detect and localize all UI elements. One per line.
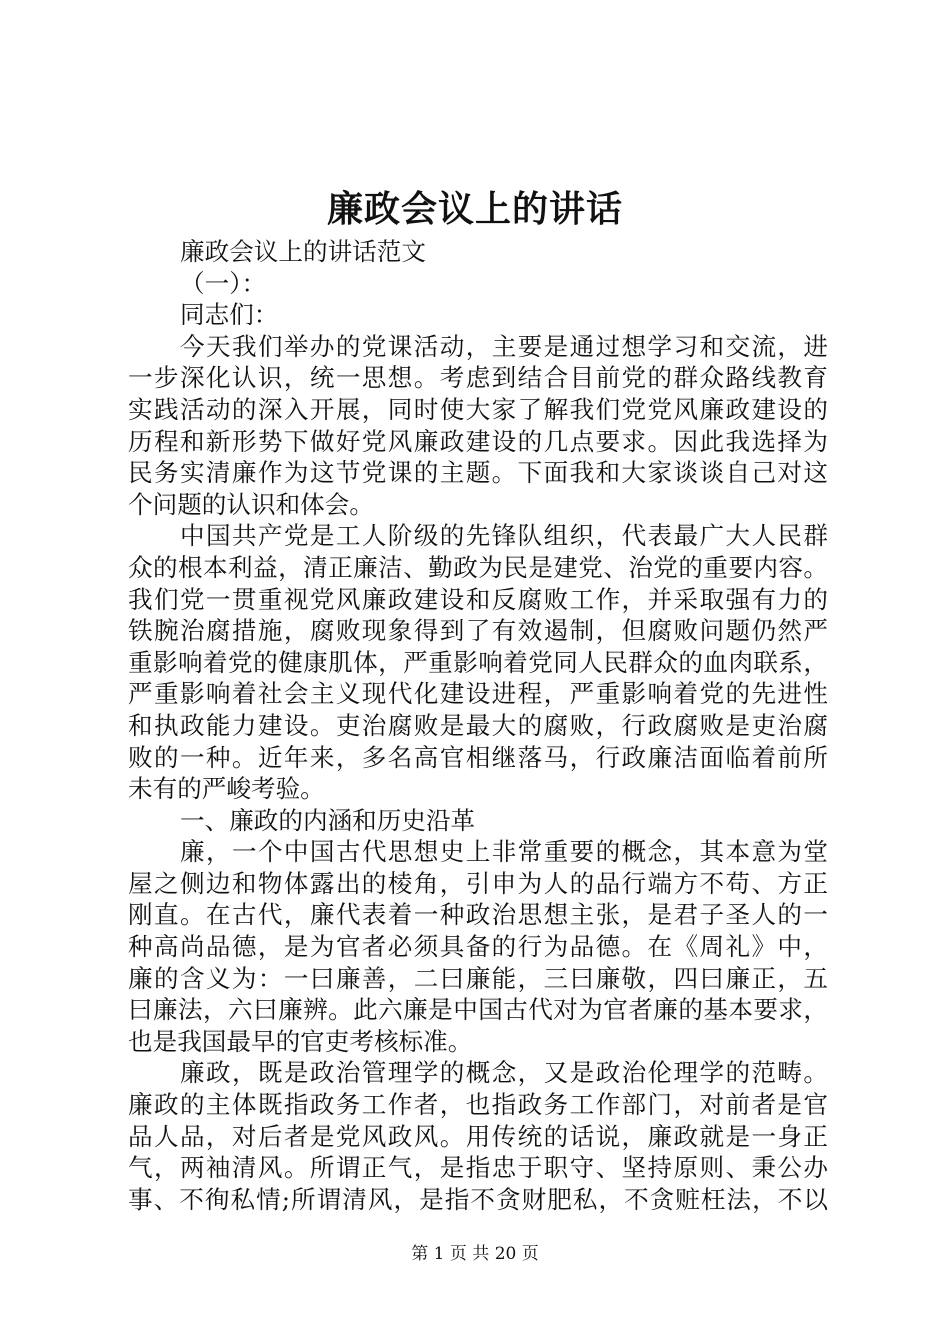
text-line: 中国共产党是工人阶级的先锋队组织，代表最广大人民群 xyxy=(180,521,828,551)
text-line: 曰廉法，六曰廉辨。此六廉是中国古代对为官者廉的基本要求， xyxy=(128,995,828,1025)
text-line: 民务实清廉作为这节党课的主题。下面我和大家谈谈自己对这 xyxy=(128,458,828,488)
text-line: 我们党一贯重视党风廉政建设和反腐败工作，并采取强有力的 xyxy=(128,584,828,614)
text-line: 刚直。在古代，廉代表着一种政治思想主张，是君子圣人的一 xyxy=(128,900,828,930)
text-line: 败的一种。近年来，多名高官相继落马，行政廉洁面临着前所 xyxy=(128,742,828,772)
text-line: 廉政，既是政治管理学的概念，又是政治伦理学的范畴。 xyxy=(180,1058,828,1088)
text-line: 众的根本利益，清正廉洁、勤政为民是建党、治党的重要内容。 xyxy=(128,552,828,582)
text-line: 廉的含义为：一曰廉善，二曰廉能，三曰廉敬，四曰廉正，五 xyxy=(128,963,828,993)
text-line: 一、廉政的内涵和历史沿革 xyxy=(180,805,476,835)
text-line: 品人品，对后者是党风政风。用传统的话说，廉政就是一身正 xyxy=(128,1121,828,1151)
text-line: 廉政的主体既指政务工作者，也指政务工作部门，对前者是官 xyxy=(128,1090,828,1120)
text-line: 事、不徇私情;所谓清风，是指不贪财肥私，不贪赃枉法，不以 xyxy=(128,1184,828,1214)
text-line: 和执政能力建设。吏治腐败是最大的腐败，行政腐败是吏治腐 xyxy=(128,710,828,740)
text-line: 未有的严峻考验。 xyxy=(128,774,325,804)
text-line: 种高尚品德，是为官者必须具备的行为品德。在《周礼》中， xyxy=(128,932,828,962)
document-body xyxy=(128,236,828,1215)
text-line: 铁腕治腐措施，腐败现象得到了有效遏制，但腐败问题仍然严 xyxy=(128,616,828,646)
text-line: 个问题的认识和体会。 xyxy=(128,489,374,519)
text-line: 廉政会议上的讲话范文 xyxy=(180,237,426,266)
page-footer: 第 1 页 共 20 页 xyxy=(411,1244,539,1264)
text-line: 今天我们举办的党课活动，主要是通过想学习和交流，进 xyxy=(180,331,828,361)
text-line: 实践活动的深入开展，同时使大家了解我们党党风廉政建设的 xyxy=(128,394,828,424)
text-line: 历程和新形势下做好党风廉政建设的几点要求。因此我选择为 xyxy=(128,426,828,456)
text-line: 重影响着党的健康肌体，严重影响着党同人民群众的血肉联系， xyxy=(128,647,828,677)
text-line: 气，两袖清风。所谓正气，是指忠于职守、坚持原则、秉公办 xyxy=(128,1153,828,1183)
text-line: 屋之侧边和物体露出的棱角，引申为人的品行端方不苟、方正 xyxy=(128,868,828,898)
text-line: 严重影响着社会主义现代化建设进程，严重影响着党的先进性 xyxy=(128,679,828,709)
text-line: （一）： xyxy=(180,268,267,298)
text-line: 一步深化认识，统一思想。考虑到结合目前党的群众路线教育 xyxy=(128,363,828,393)
text-line: 廉，一个中国古代思想史上非常重要的概念，其本意为堂 xyxy=(180,837,828,867)
document-title: 廉政会议上的讲话 xyxy=(326,188,623,230)
text-line: 同志们： xyxy=(180,300,279,330)
text-line: 也是我国最早的官吏考核标准。 xyxy=(128,1026,473,1056)
